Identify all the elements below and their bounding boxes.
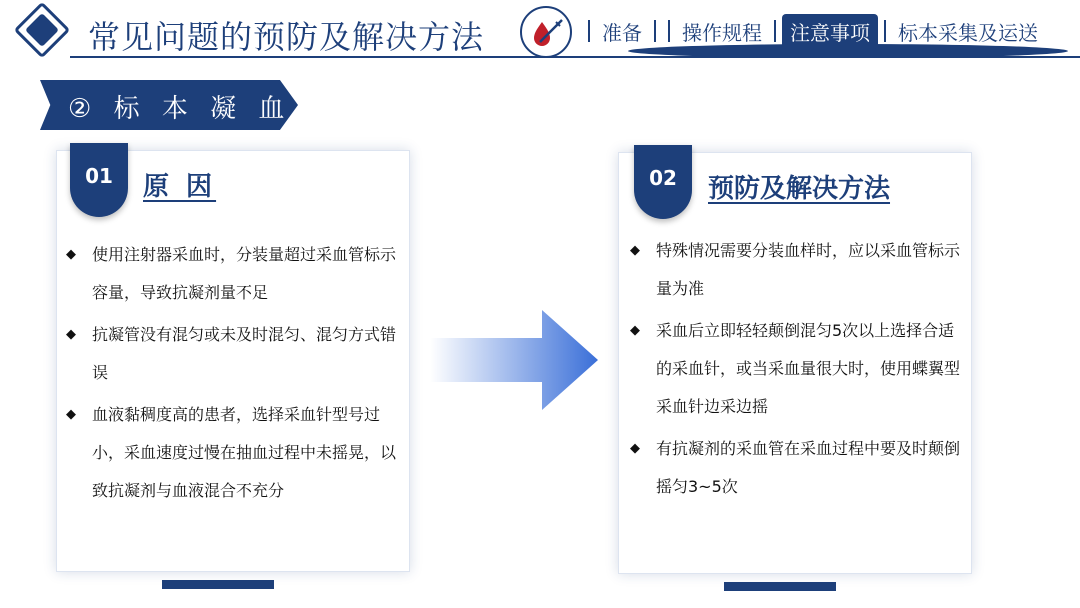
card-footer-bar	[162, 580, 274, 589]
diamond-bullet-icon: ◆	[630, 323, 640, 338]
list-item: ◆ 有抗凝剂的采血管在采血过程中要及时颠倒摇匀3~5次	[630, 430, 960, 506]
top-nav	[582, 14, 1044, 48]
list-item: ◆ 使用注射器采血时，分装量超过采血管标示容量，导致抗凝剂量不足	[66, 236, 396, 312]
card-number-tab: 02	[634, 145, 692, 219]
diamond-bullet-icon: ◆	[630, 441, 640, 456]
header-bar	[0, 0, 1080, 66]
nav-item-specimen-transport[interactable]: 标本采集及运送	[898, 20, 1038, 45]
nav-separator	[774, 20, 776, 42]
section-label: ② 标 本 凝 血	[68, 94, 292, 124]
diamond-bullet-icon: ◆	[630, 243, 640, 258]
card-number-tab: 01	[70, 143, 128, 217]
nav-separator	[654, 20, 656, 42]
diamond-bullet-icon: ◆	[66, 407, 76, 422]
list-item: ◆ 特殊情况需要分装血样时，应以采血管标示量为准	[630, 232, 960, 308]
causes-heading: 原 因	[143, 172, 217, 202]
page-title: 常见问题的预防及解决方法	[88, 18, 485, 56]
solutions-heading: 预防及解决方法	[708, 174, 891, 204]
nav-separator	[884, 20, 886, 42]
nav-separator	[668, 20, 670, 42]
list-item: ◆ 采血后立即轻轻颠倒混匀5次以上选择合适的采血针，或当采血量很大时，使用蝶翼型采血针边采边摇	[630, 312, 960, 426]
nav-item-procedure[interactable]: 操作规程	[682, 20, 762, 45]
diamond-bullet-icon: ◆	[66, 247, 76, 262]
nav-item-precautions[interactable]: 注意事项	[782, 14, 878, 49]
list-item: ◆ 抗凝管没有混匀或未及时混匀、混匀方式错误	[66, 316, 396, 392]
nav-separator	[588, 20, 590, 42]
right-arrow-icon	[430, 310, 598, 410]
diamond-bullet-icon: ◆	[66, 327, 76, 342]
solutions-list	[630, 232, 960, 510]
list-item: ◆ 血液黏稠度高的患者，选择采血针型号过小，采血速度过慢在抽血过程中未摇晃，以致抗凝剂与血液混合不充分	[66, 396, 396, 510]
nav-item-preparation[interactable]: 准备	[602, 20, 642, 45]
causes-list	[66, 236, 396, 514]
card-footer-bar	[724, 582, 836, 591]
blood-collection-emblem-icon	[520, 6, 572, 58]
